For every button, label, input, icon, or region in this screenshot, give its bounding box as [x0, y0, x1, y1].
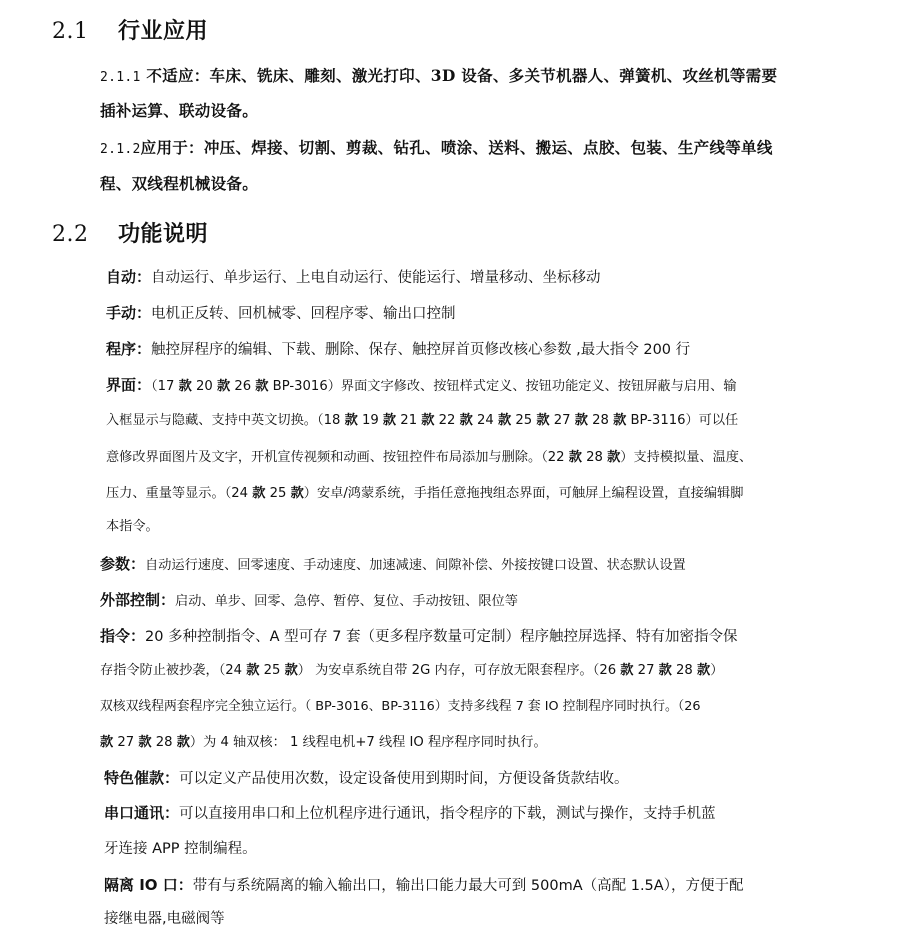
- ui-text: 25: [265, 486, 291, 501]
- ui-text: （17: [151, 379, 179, 394]
- model-mark: 款: [613, 413, 627, 428]
- function-ui-line-4: [106, 484, 743, 504]
- function-ui-line-5: 本指令。: [106, 519, 159, 534]
- function-text: 触控屏程序的编辑、下载、删除、保存、触控屏首页修改核心参数 ,最大指令 200 行: [151, 342, 691, 358]
- model-mark: 款: [382, 413, 397, 428]
- model-mark: 款: [574, 413, 588, 428]
- model-mark: 款: [252, 486, 266, 501]
- model-mark: 款: [284, 663, 298, 678]
- function-manual: [106, 303, 456, 324]
- function-label: 参数：: [100, 555, 146, 573]
- item-text: 不适应：车床、铣床、雕刻、激光打印、3D 设备、多关节机器人、弹簧机、攻丝机等需要: [146, 66, 778, 85]
- function-label: 隔离 IO 口：: [104, 876, 193, 894]
- item-number: 2.1.1: [100, 70, 141, 85]
- cmd-text: ） 为安卓系统自带 2G 内存，可存放无限套程序。（26: [297, 663, 621, 678]
- model-mark: 款: [498, 413, 512, 428]
- cmd-text: ）为 4 轴双核： 1 线程电机+7 线程 IO 程序程序同时执行。: [189, 735, 547, 750]
- section-number: 2.1: [52, 19, 89, 44]
- function-text: 自动运行、单步运行、上电自动运行、使能运行、增量移动、坐标移动: [151, 270, 601, 286]
- ui-text: BP-3116）可以任: [626, 413, 739, 428]
- industry-item-1-line-2: 插补运算、联动设备。: [100, 101, 259, 120]
- model-mark: 款: [178, 379, 192, 394]
- model-mark: 款: [620, 663, 634, 678]
- model-mark: 款: [697, 663, 711, 678]
- model-mark: 款: [138, 735, 152, 750]
- model-mark: 款: [344, 413, 358, 428]
- function-serial-line-1: [104, 803, 716, 824]
- ui-text: ）支持模拟量、温度、: [620, 450, 753, 465]
- function-label: 手动：: [106, 304, 152, 322]
- section-heading-2-1: [52, 14, 208, 45]
- model-mark: 款: [658, 663, 672, 678]
- function-ui-line-2: [106, 411, 738, 431]
- model-mark: 款: [100, 735, 114, 750]
- industry-item-2-line-1: [100, 138, 773, 160]
- ui-text: ）安卓/鸿蒙系统，手指任意拖拽组态界面，可触屏上编程设置，直接编辑脚: [303, 486, 744, 501]
- model-mark: 款: [536, 413, 550, 428]
- function-program: [106, 339, 690, 360]
- function-label: 串口通讯：: [104, 804, 180, 822]
- item-number: 2.1.2: [100, 142, 141, 157]
- function-commands-line-4: [100, 733, 547, 753]
- cmd-text: 27: [633, 663, 659, 678]
- ui-text: 压力、重量等显示。（24: [106, 486, 253, 501]
- function-isolated-io-line-2: 接继电器,电磁阀等: [104, 911, 225, 927]
- section-title: 功能说明: [118, 222, 209, 247]
- function-ui-line-1: [106, 375, 737, 397]
- function-label: 自动：: [106, 268, 152, 286]
- ui-text: 22: [434, 413, 460, 428]
- function-text: 20 多种控制指令、A 型可存 7 套（更多程序数量可定制）程序触控屏选择、特有加密指令保: [145, 629, 738, 645]
- function-auto: [106, 267, 601, 288]
- model-mark: 款: [421, 413, 435, 428]
- function-text: 电机正反转、回机械零、回程序零、输出口控制: [151, 306, 456, 322]
- ui-text: 25: [511, 413, 537, 428]
- function-commands-line-1: [100, 626, 738, 647]
- cmd-text: 25: [259, 663, 285, 678]
- function-text: 自动运行速度、回零速度、手动速度、加速减速、间隙补偿、外接按键口设置、状态默认设置: [145, 558, 686, 573]
- model-mark: 款: [290, 486, 304, 501]
- ui-text: 24: [472, 413, 498, 428]
- ui-text: 21: [396, 413, 422, 428]
- ui-text: 意修改界面图片及文字，开机宣传视频和动画、按钮控件布局添加与删除。（22: [106, 450, 569, 465]
- function-text: 启动、单步、回零、急停、暂停、复位、手动按钮、限位等: [175, 594, 518, 609]
- section-heading-2-2: [52, 217, 208, 248]
- model-mark: 款: [568, 450, 582, 465]
- cmd-text: 28: [151, 735, 177, 750]
- section-title: 行业应用: [118, 19, 209, 44]
- industry-item-2-line-2: 程、双线程机械设备。: [100, 174, 259, 193]
- model-mark: 款: [246, 663, 260, 678]
- model-mark: 款: [607, 450, 621, 465]
- function-serial-line-2: 牙连接 APP 控制编程。: [104, 841, 257, 857]
- function-payment-feature: [104, 768, 629, 789]
- ui-text: 27: [549, 413, 575, 428]
- function-label: 特色催款：: [104, 769, 180, 787]
- ui-text: 28: [587, 413, 614, 428]
- ui-text: 界面文字修改、按钮样式定义、按钮功能定义、按钮屏蔽与启用、输: [340, 379, 737, 394]
- ui-text: 19: [357, 413, 383, 428]
- function-text: 带有与系统隔离的输入输出口，输出口能力最大可到 500mA（高配 1.5A），方便于配: [192, 878, 744, 894]
- industry-item-1-line-1: [100, 66, 777, 88]
- model-mark: 款: [176, 735, 190, 750]
- function-label: 外部控制：: [100, 591, 176, 609]
- cmd-text: 27: [113, 735, 139, 750]
- ui-text: 28: [581, 450, 608, 465]
- function-label: 指令：: [100, 627, 146, 645]
- function-external: [100, 590, 518, 612]
- function-commands-line-2: [100, 661, 723, 681]
- ui-text: BP-3016）: [268, 379, 341, 394]
- ui-text: 26: [230, 379, 256, 394]
- cmd-text: 28: [671, 663, 698, 678]
- section-number: 2.2: [52, 222, 89, 247]
- function-isolated-io-line-1: [104, 875, 743, 896]
- ui-text: 20: [191, 379, 217, 394]
- cmd-text: ）: [710, 663, 724, 678]
- function-text: 可以定义产品使用次数，设定设备使用到期时间，方便设备货款结收。: [179, 771, 629, 787]
- function-label: 界面：: [106, 376, 152, 394]
- function-commands-line-3: 双核双线程两套程序完全独立运行。（ BP-3016、BP-3116）支持多线程 7 套 IO 控制程序同时执行。（26: [100, 699, 701, 714]
- model-mark: 款: [255, 379, 269, 394]
- model-mark: 款: [216, 379, 231, 394]
- function-ui-line-3: [106, 448, 752, 468]
- function-label: 程序：: [106, 340, 152, 358]
- cmd-text: 存指令防止被抄袭，（24: [100, 663, 247, 678]
- model-mark: 款: [459, 413, 473, 428]
- function-text: 可以直接用串口和上位机程序进行通讯，指令程序的下载，测试与操作，支持手机蓝: [179, 806, 716, 822]
- ui-text: 入框显示与隐藏、支持中英文切换。（18: [106, 413, 345, 428]
- function-params: [100, 554, 686, 576]
- item-text: 应用于：冲压、焊接、切割、剪裁、钻孔、喷涂、送料、搬运、点胶、包装、生产线等单线: [140, 138, 773, 157]
